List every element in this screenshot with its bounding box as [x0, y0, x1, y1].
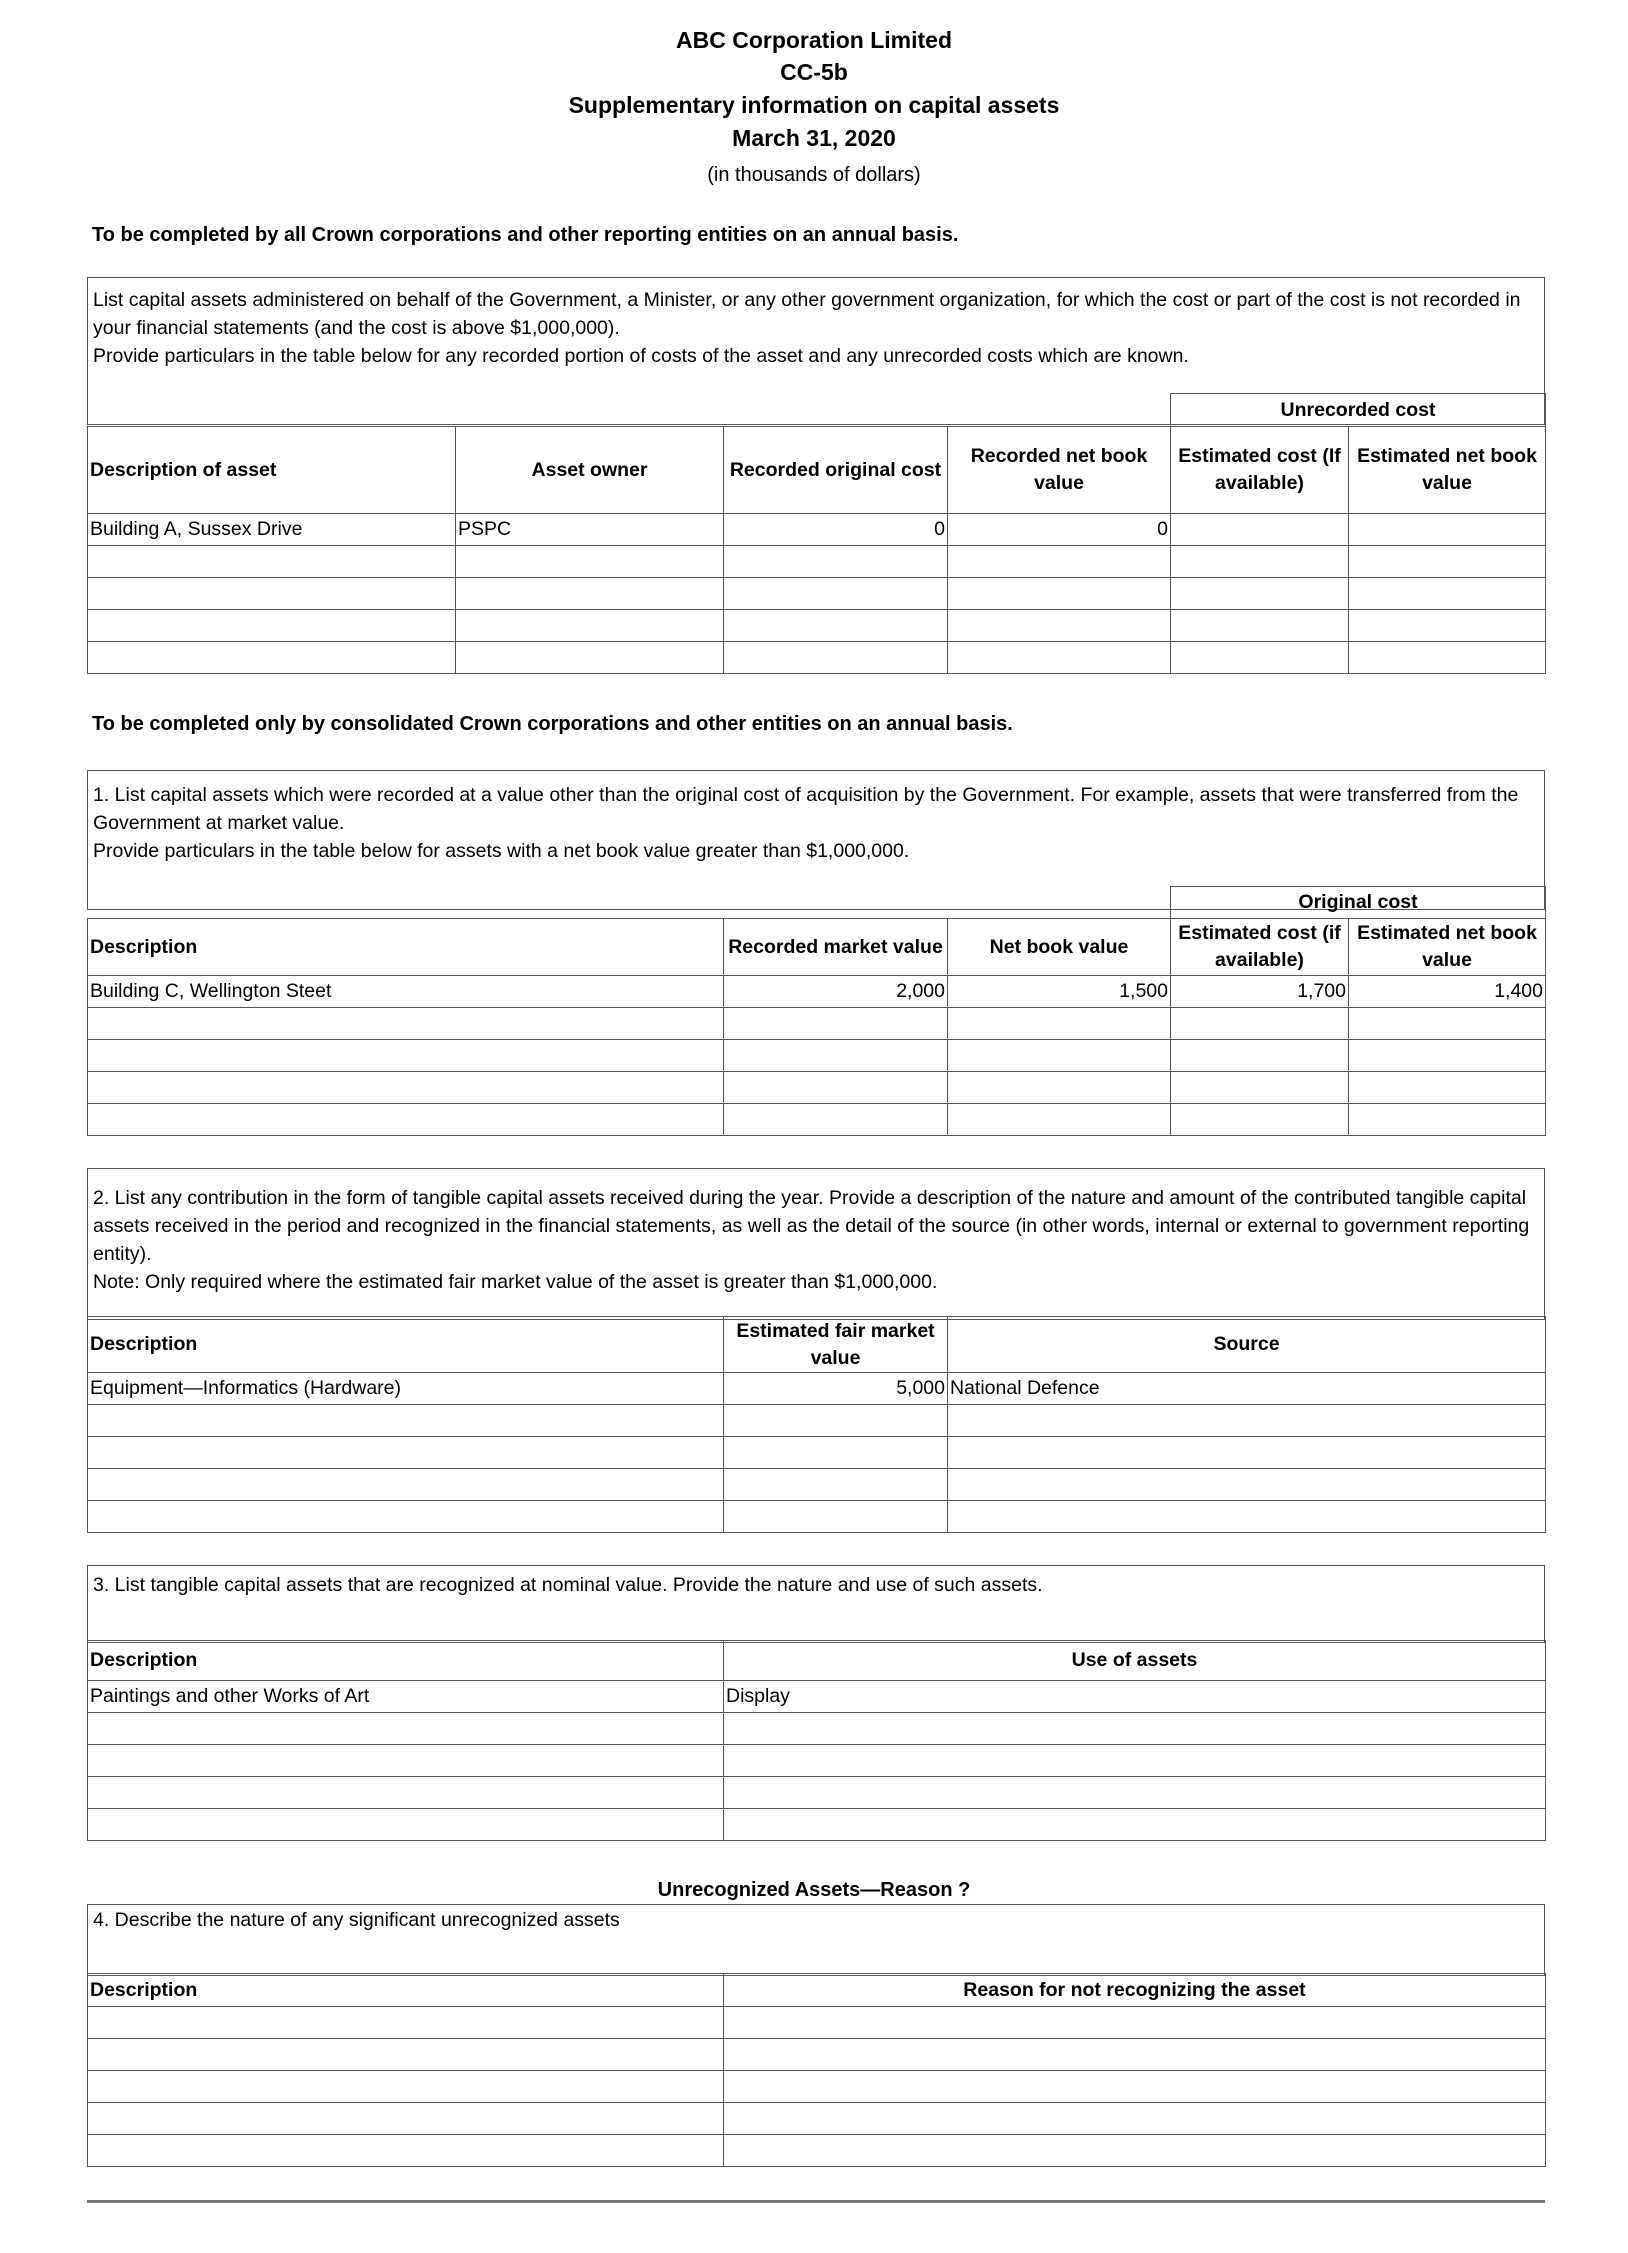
table-row	[88, 578, 1546, 610]
table-cell[interactable]	[1171, 1104, 1349, 1136]
table-cell[interactable]	[948, 1437, 1546, 1469]
table-row	[88, 1008, 1546, 1040]
table-cell[interactable]	[724, 2007, 1546, 2039]
table-cell[interactable]	[88, 642, 456, 674]
table-row	[88, 2135, 1546, 2167]
table-cell[interactable]	[948, 1008, 1171, 1040]
table-row	[88, 1405, 1546, 1437]
table-cell[interactable]	[88, 1469, 724, 1501]
original-cost-group-header: Original cost	[1171, 887, 1546, 919]
table-cell[interactable]	[88, 1777, 724, 1809]
table-cell[interactable]	[88, 2007, 724, 2039]
table-cell[interactable]	[724, 1713, 1546, 1745]
table-cell[interactable]	[88, 1437, 724, 1469]
col-description: Description	[88, 1641, 724, 1681]
section-c-instructions	[87, 1168, 1545, 1320]
table-cell[interactable]	[88, 1713, 724, 1745]
table-cell[interactable]	[948, 1405, 1546, 1437]
table-cell[interactable]: 1,400	[1349, 976, 1546, 1008]
table-cell[interactable]	[948, 1072, 1171, 1104]
table-cell[interactable]	[88, 1405, 724, 1437]
table-cell[interactable]	[88, 1745, 724, 1777]
table-cell[interactable]: Building A, Sussex Drive	[88, 514, 456, 546]
table-row	[88, 514, 1546, 546]
table-cell[interactable]	[1349, 610, 1546, 642]
form-code: CC-5b	[780, 59, 848, 85]
table-cell[interactable]	[724, 1008, 948, 1040]
table-row	[88, 1713, 1546, 1745]
table-cell[interactable]: National Defence	[948, 1373, 1546, 1405]
units-note: (in thousands of dollars)	[707, 164, 921, 186]
table-cell[interactable]: 0	[948, 514, 1171, 546]
company-name: ABC Corporation Limited	[676, 27, 952, 53]
table-row	[88, 1373, 1546, 1405]
table-row	[88, 642, 1546, 674]
table-cell[interactable]	[1171, 546, 1349, 578]
table-cell[interactable]	[948, 1469, 1546, 1501]
unrecorded-cost-group-header: Unrecorded cost	[1171, 394, 1546, 427]
table-cell[interactable]	[948, 1040, 1171, 1072]
section-b-instruction-1: 1. List capital assets which were recorded at a value other than the original cost of acquisition by the Government. For example, assets that were transferred from the Government at market value.	[93, 784, 1519, 834]
table-cell[interactable]: PSPC	[456, 514, 724, 546]
col-description: Description	[88, 1317, 724, 1373]
table-cell[interactable]	[88, 1809, 724, 1841]
table-cell[interactable]	[1349, 1008, 1546, 1040]
table-cell[interactable]: Display	[724, 1681, 1546, 1713]
section-b-intro: To be completed only by consolidated Crown corporations and other entities on an annual basis.	[92, 713, 1013, 735]
table-row	[88, 1777, 1546, 1809]
table-row	[88, 1104, 1546, 1136]
table-cell[interactable]	[1349, 514, 1546, 546]
table-cell[interactable]	[88, 1501, 724, 1533]
table-row	[88, 1040, 1546, 1072]
report-date: March 31, 2020	[732, 125, 896, 151]
table-cell[interactable]: 5,000	[724, 1373, 948, 1405]
section-c-table	[87, 1316, 1546, 1533]
table-row	[88, 1809, 1546, 1841]
table-cell[interactable]	[1171, 1008, 1349, 1040]
col-recorded-market-value: Recorded market value	[724, 919, 948, 976]
col-description-of-asset: Description of asset	[88, 427, 456, 514]
table-cell[interactable]	[88, 2103, 724, 2135]
table-row	[88, 1681, 1546, 1713]
table-cell[interactable]: Equipment—Informatics (Hardware)	[88, 1373, 724, 1405]
table-row	[88, 976, 1546, 1008]
table-cell[interactable]	[948, 642, 1171, 674]
table-row	[88, 546, 1546, 578]
table-cell[interactable]: 1,700	[1171, 976, 1349, 1008]
table-cell[interactable]	[456, 642, 724, 674]
table-row	[88, 1501, 1546, 1533]
table-cell[interactable]: 2,000	[724, 976, 948, 1008]
table-row	[88, 2007, 1546, 2039]
table-cell[interactable]	[724, 1809, 1546, 1841]
table-cell[interactable]	[1349, 546, 1546, 578]
section-d-instruction-1: 3. List tangible capital assets that are recognized at nominal value. Provide the nature and use of such assets.	[93, 1574, 1043, 1596]
col-asset-owner: Asset owner	[456, 427, 724, 514]
table-cell[interactable]	[1171, 578, 1349, 610]
table-cell[interactable]	[724, 1745, 1546, 1777]
table-cell[interactable]	[1349, 1040, 1546, 1072]
unrecognized-assets-caption: Unrecognized Assets—Reason ?	[657, 1879, 971, 1901]
section-a-instruction-2: Provide particulars in the table below for any recorded portion of costs of the asset and any unrecorded costs which are known.	[93, 345, 1189, 367]
table-cell[interactable]	[948, 546, 1171, 578]
section-e-instruction-1: 4. Describe the nature of any significant unrecognized assets	[93, 1909, 620, 1931]
col-recorded-net-book-value: Recorded net book value	[948, 427, 1171, 514]
table-cell[interactable]	[88, 2071, 724, 2103]
table-cell[interactable]	[88, 1072, 724, 1104]
table-cell[interactable]	[456, 546, 724, 578]
table-row	[88, 2103, 1546, 2135]
table-cell[interactable]	[724, 1469, 948, 1501]
table-cell[interactable]	[88, 1040, 724, 1072]
table-cell[interactable]	[88, 578, 456, 610]
form-title: Supplementary information on capital assets	[568, 92, 1060, 118]
table-cell[interactable]	[88, 2039, 724, 2071]
table-row	[88, 1745, 1546, 1777]
table-cell[interactable]	[948, 578, 1171, 610]
col-estimated-cost: Estimated cost (if available)	[1171, 919, 1349, 976]
table-cell[interactable]: Building C, Wellington Steet	[88, 976, 724, 1008]
table-row	[88, 2039, 1546, 2071]
col-description: Description	[88, 919, 724, 976]
col-estimated-net-book-value: Estimated net book value	[1349, 427, 1546, 514]
table-cell[interactable]	[724, 2103, 1546, 2135]
table-cell[interactable]	[1171, 514, 1349, 546]
table-cell[interactable]	[88, 1008, 724, 1040]
col-estimated-fair-market-value: Estimated fair market value	[724, 1317, 948, 1373]
table-cell[interactable]	[88, 610, 456, 642]
table-row	[88, 610, 1546, 642]
table-cell[interactable]	[88, 546, 456, 578]
section-b-instruction-2: Provide particulars in the table below for assets with a net book value greater than $1,000,000.	[93, 840, 910, 862]
table-cell[interactable]	[724, 546, 948, 578]
table-cell[interactable]	[724, 610, 948, 642]
section-c-instruction-2: Note: Only required where the estimated fair market value of the asset is greater than $1,000,000.	[93, 1271, 938, 1293]
section-d-table	[87, 1640, 1546, 1841]
table-cell[interactable]	[88, 1104, 724, 1136]
table-row	[88, 1437, 1546, 1469]
section-c-instruction-1: 2. List any contribution in the form of tangible capital assets received during the year. Provide a description of the nature and amount of the contributed tangible capital assets received in the period and recognized in the financial statements, as well as the detail of the source (in other words, internal or external to government reporting entity).	[93, 1187, 1530, 1265]
table-cell[interactable]	[724, 1501, 948, 1533]
section-e-instructions	[87, 1904, 1545, 1976]
section-a-intro: To be completed by all Crown corporations and other reporting entities on an annual basis.	[92, 224, 959, 246]
table-cell[interactable]	[1171, 1040, 1349, 1072]
table-cell[interactable]	[1171, 642, 1349, 674]
bottom-divider	[87, 2200, 1545, 2203]
table-cell[interactable]	[724, 1405, 948, 1437]
table-cell[interactable]	[724, 2039, 1546, 2071]
table-cell[interactable]	[724, 1072, 948, 1104]
col-estimated-net-book-value: Estimated net book value	[1349, 919, 1546, 976]
col-recorded-original-cost: Recorded original cost	[724, 427, 948, 514]
col-use-of-assets: Use of assets	[724, 1641, 1546, 1681]
table-cell[interactable]	[724, 1040, 948, 1072]
table-row	[88, 1072, 1546, 1104]
table-cell[interactable]	[724, 1437, 948, 1469]
table-row	[88, 2071, 1546, 2103]
table-cell[interactable]	[948, 1104, 1171, 1136]
col-reason-not-recognizing: Reason for not recognizing the asset	[724, 1974, 1546, 2007]
table-cell[interactable]	[456, 610, 724, 642]
table-cell[interactable]	[724, 1777, 1546, 1809]
table-cell[interactable]: 1,500	[948, 976, 1171, 1008]
table-row	[88, 1469, 1546, 1501]
table-cell[interactable]	[724, 2071, 1546, 2103]
table-cell[interactable]	[1171, 610, 1349, 642]
table-cell[interactable]	[948, 610, 1171, 642]
section-b-table	[87, 886, 1546, 1136]
table-cell[interactable]: Paintings and other Works of Art	[88, 1681, 724, 1713]
col-description: Description	[88, 1974, 724, 2007]
table-cell[interactable]	[724, 642, 948, 674]
table-cell[interactable]	[724, 2135, 1546, 2167]
table-cell[interactable]	[1349, 642, 1546, 674]
col-estimated-cost: Estimated cost (If available)	[1171, 427, 1349, 514]
table-cell[interactable]	[724, 1104, 948, 1136]
section-a-table	[87, 393, 1546, 674]
col-net-book-value: Net book value	[948, 919, 1171, 976]
section-d-instructions	[87, 1565, 1545, 1643]
section-e-table	[87, 1973, 1546, 2167]
table-cell[interactable]	[1349, 578, 1546, 610]
table-cell[interactable]	[724, 578, 948, 610]
table-cell[interactable]	[1171, 1072, 1349, 1104]
table-cell[interactable]: 0	[724, 514, 948, 546]
table-cell[interactable]	[948, 1501, 1546, 1533]
table-cell[interactable]	[1349, 1072, 1546, 1104]
col-source: Source	[948, 1317, 1546, 1373]
table-cell[interactable]	[88, 2135, 724, 2167]
section-a-instruction-1: List capital assets administered on behalf of the Government, a Minister, or any other government organization, for which the cost or part of the cost is not recorded in your financial statements (and the cost is above $1,000,000).	[93, 289, 1521, 339]
table-cell[interactable]	[456, 578, 724, 610]
table-cell[interactable]	[1349, 1104, 1546, 1136]
